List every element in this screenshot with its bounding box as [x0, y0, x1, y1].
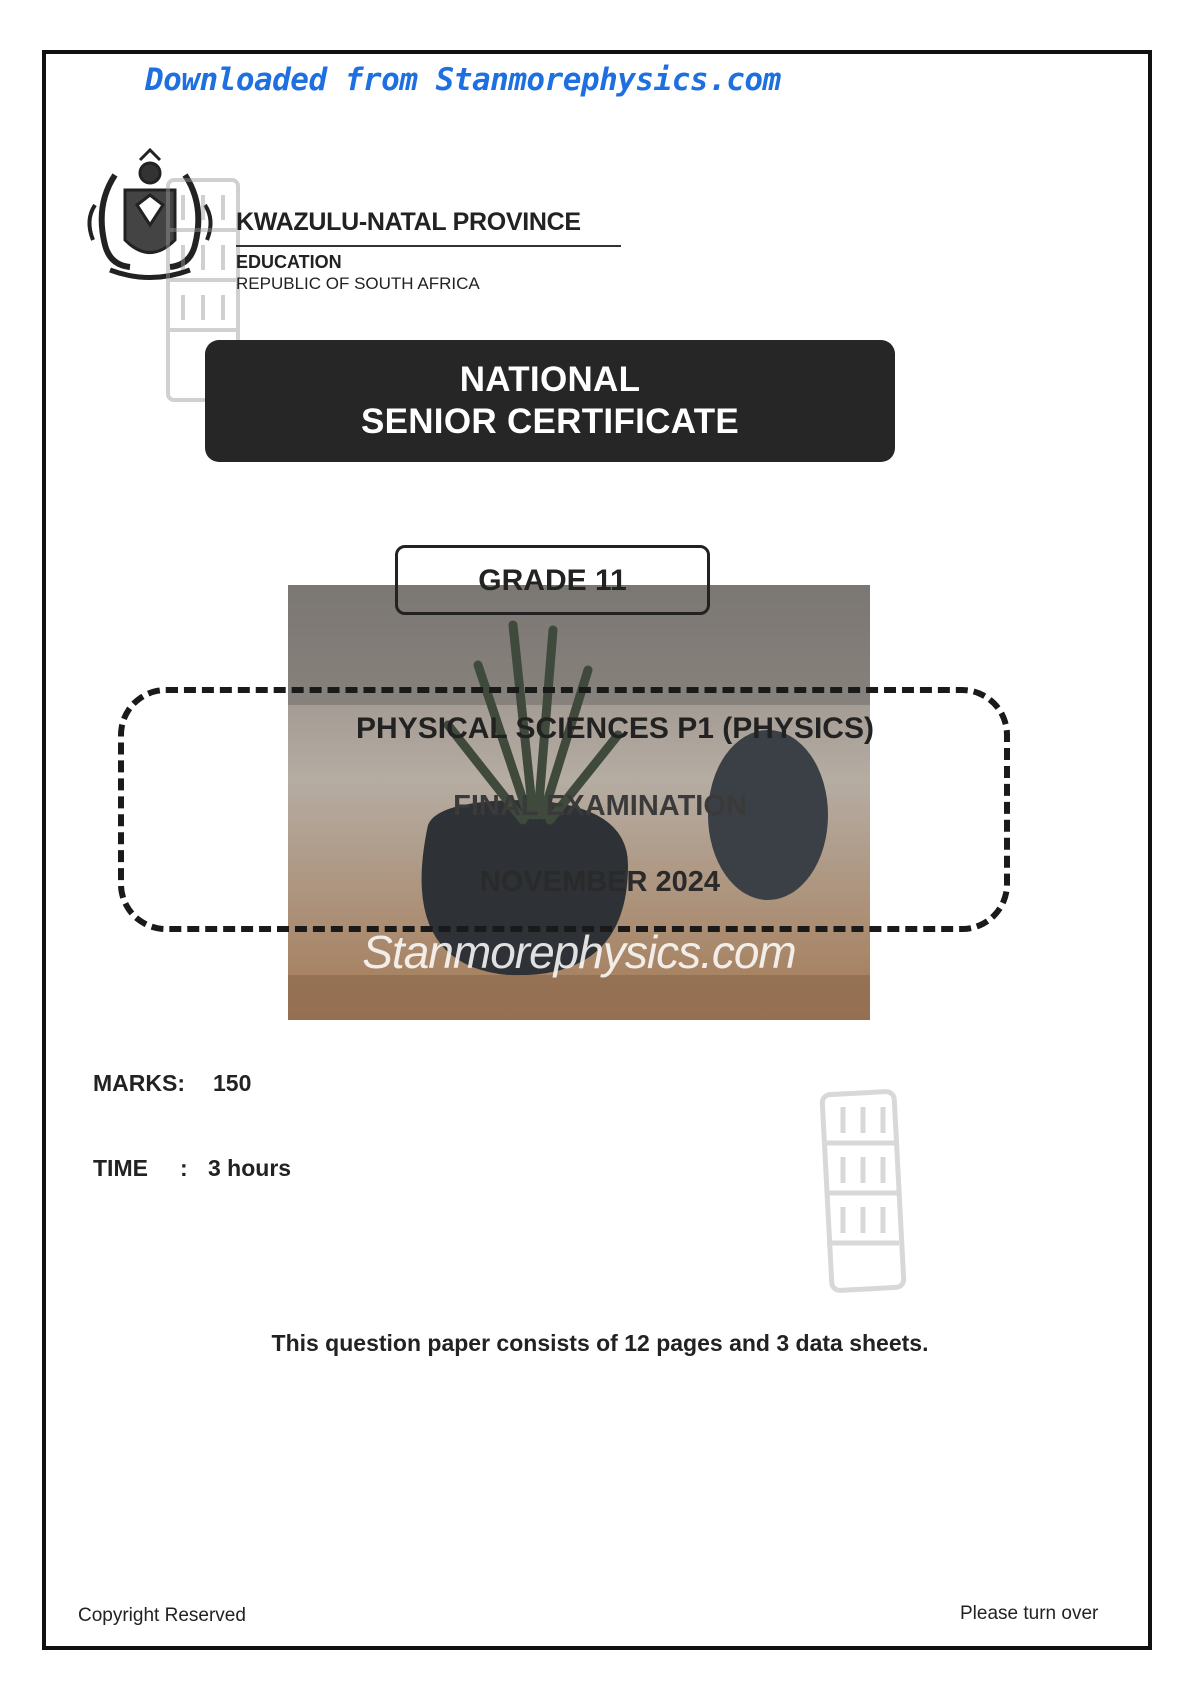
province-title: KWAZULU-NATAL PROVINCE [236, 208, 581, 236]
province-divider [236, 245, 621, 247]
certificate-banner [205, 340, 895, 462]
turn-over-footer: Please turn over [960, 1603, 1099, 1624]
copyright-footer: Copyright Reserved [78, 1605, 246, 1626]
country-label: REPUBLIC OF SOUTH AFRICA [236, 274, 480, 293]
time-separator: : [180, 1155, 188, 1181]
certificate-line-1: NATIONAL [459, 360, 641, 399]
download-banner[interactable]: Downloaded from Stanmorephysics.com [145, 62, 781, 98]
marks-value: 150 [213, 1070, 252, 1096]
tower-watermark-icon [805, 1085, 920, 1300]
paper-note: This question paper consists of 12 pages and 3 data sheets. [271, 1330, 929, 1356]
time-label: TIME [93, 1155, 148, 1181]
photo-watermark-text: Stanmorephysics.com [362, 926, 796, 978]
exam-type: FINAL EXAMINATION [453, 790, 747, 822]
exam-date: NOVEMBER 2024 [479, 866, 721, 898]
certificate-line-2: SENIOR CERTIFICATE [360, 402, 740, 441]
marks-label: MARKS: [93, 1070, 185, 1096]
department-label: EDUCATION [236, 252, 342, 272]
subject-title: PHYSICAL SCIENCES P1 (PHYSICS) [356, 712, 874, 745]
time-value: 3 hours [208, 1155, 292, 1181]
grade-box: GRADE 11 [395, 545, 710, 615]
